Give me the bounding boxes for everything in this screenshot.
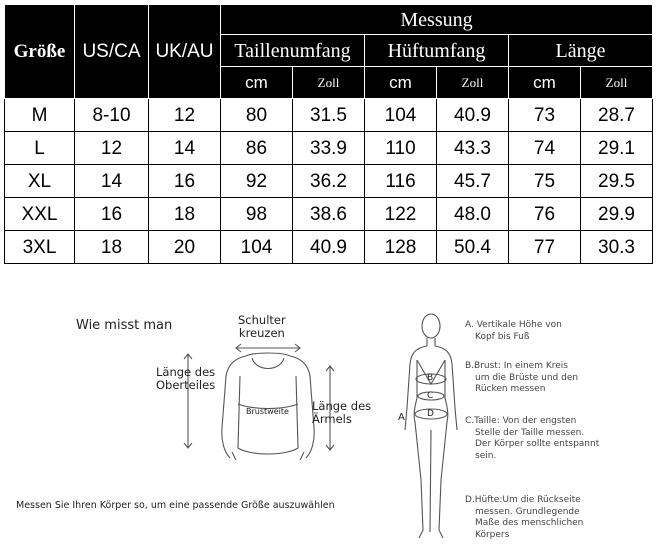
table-row bbox=[5, 132, 653, 165]
cell-waist-inch: 38.6 bbox=[293, 198, 365, 231]
guide-title: Wie misst man bbox=[76, 318, 173, 333]
sleeve-length-label-line1: Länge des bbox=[312, 399, 372, 413]
instruction-b-line3: Rücken messen bbox=[475, 384, 546, 394]
cell-length-inch: 29.9 bbox=[581, 198, 653, 231]
cell-length-cm: 76 bbox=[509, 198, 581, 231]
instruction-b-line1: B.Brust: In einem Kreis bbox=[465, 361, 568, 371]
cell-waist-cm: 92 bbox=[221, 165, 293, 198]
instruction-d bbox=[465, 495, 583, 541]
cell-us: 14 bbox=[75, 165, 149, 198]
instruction-b bbox=[465, 361, 578, 396]
instruction-a bbox=[465, 320, 562, 343]
cell-us: 16 bbox=[75, 198, 149, 231]
chest-width-label: Brustweite bbox=[246, 407, 289, 416]
shoulder-label bbox=[238, 314, 286, 340]
cell-length-cm: 73 bbox=[509, 99, 581, 132]
cell-hip-cm: 110 bbox=[365, 132, 437, 165]
cell-waist-inch: 33.9 bbox=[293, 132, 365, 165]
shoulder-label-line2: kreuzen bbox=[238, 326, 285, 340]
letter-a: A bbox=[398, 412, 405, 423]
table-row bbox=[5, 165, 653, 198]
instruction-c-line2: Stelle der Taille messen. bbox=[475, 427, 585, 438]
table-row bbox=[5, 99, 653, 132]
shoulder-label-line1: Schulter bbox=[238, 313, 286, 327]
instruction-c-line4: sein. bbox=[475, 450, 497, 461]
cell-waist-cm: 98 bbox=[221, 198, 293, 231]
instruction-d-line3: Maße des menschlichen bbox=[475, 518, 584, 528]
cell-hip-cm: 122 bbox=[365, 198, 437, 231]
header-length-inch: Zoll bbox=[581, 67, 653, 99]
body-length-label-line1: Länge des bbox=[156, 365, 216, 379]
header-us-ca: US/CA bbox=[75, 5, 149, 99]
cell-length-inch: 29.5 bbox=[581, 165, 653, 198]
instruction-d-line1: D.Hüfte:Um die Rückseite bbox=[465, 495, 581, 505]
cell-length-inch: 30.3 bbox=[581, 231, 653, 264]
instruction-d-line2: messen. Grundlegende bbox=[475, 506, 580, 517]
cell-hip-cm: 128 bbox=[365, 231, 437, 264]
table-row bbox=[5, 231, 653, 264]
instruction-c-line3: Der Körper sollte entspannt bbox=[475, 439, 600, 449]
cell-hip-inch: 40.9 bbox=[437, 99, 509, 132]
cell-uk: 18 bbox=[149, 198, 221, 231]
measure-note: Messen Sie Ihren Körper so, um eine passende Größe auszuwählen bbox=[16, 500, 335, 511]
cell-uk: 16 bbox=[149, 165, 221, 198]
instruction-b-line2: um die Brüste und den bbox=[475, 372, 579, 383]
cell-waist-cm: 80 bbox=[221, 99, 293, 132]
instruction-c-line1: C.Taille: Von der engsten bbox=[465, 416, 577, 426]
cell-uk: 20 bbox=[149, 231, 221, 264]
cell-waist-cm: 104 bbox=[221, 231, 293, 264]
header-hip-inch: Zoll bbox=[437, 67, 509, 99]
cell-hip-inch: 48.0 bbox=[437, 198, 509, 231]
letter-d: D bbox=[427, 409, 434, 419]
cell-length-inch: 28.7 bbox=[581, 99, 653, 132]
instruction-a-line1: A. Vertikale Höhe von bbox=[465, 320, 562, 330]
body-length-label bbox=[156, 366, 215, 392]
cell-uk: 14 bbox=[149, 132, 221, 165]
cell-us: 8-10 bbox=[75, 99, 149, 132]
cell-hip-cm: 104 bbox=[365, 99, 437, 132]
header-size: Größe bbox=[5, 5, 75, 99]
cell-size: XXL bbox=[5, 198, 75, 231]
sleeve-length-label-line2: Ärmels bbox=[312, 412, 352, 426]
cell-hip-cm: 116 bbox=[365, 165, 437, 198]
cell-size: L bbox=[5, 132, 75, 165]
cell-waist-inch: 40.9 bbox=[293, 231, 365, 264]
cell-waist-inch: 36.2 bbox=[293, 165, 365, 198]
instruction-d-line4: Körpers bbox=[475, 529, 510, 540]
instruction-c bbox=[465, 416, 599, 462]
cell-waist-inch: 31.5 bbox=[293, 99, 365, 132]
header-hip: Hüftumfang bbox=[365, 35, 509, 67]
cell-uk: 12 bbox=[149, 99, 221, 132]
measurement-guide bbox=[0, 280, 657, 553]
cell-length-cm: 75 bbox=[509, 165, 581, 198]
cell-waist-cm: 86 bbox=[221, 132, 293, 165]
cell-size: M bbox=[5, 99, 75, 132]
cell-hip-inch: 43.3 bbox=[437, 132, 509, 165]
cell-length-inch: 29.1 bbox=[581, 132, 653, 165]
header-hip-cm: cm bbox=[365, 67, 437, 99]
header-length: Länge bbox=[509, 35, 653, 67]
header-waist: Taillenumfang bbox=[221, 35, 365, 67]
header-uk-au: UK/AU bbox=[149, 5, 221, 99]
cell-size: XL bbox=[5, 165, 75, 198]
cell-size: 3XL bbox=[5, 231, 75, 264]
header-waist-cm: cm bbox=[221, 67, 293, 99]
letter-b: B bbox=[427, 373, 434, 383]
instruction-a-line2: Kopf bis Fuß bbox=[475, 331, 530, 342]
body-length-label-line2: Oberteiles bbox=[156, 378, 216, 392]
cell-length-cm: 77 bbox=[509, 231, 581, 264]
cell-length-cm: 74 bbox=[509, 132, 581, 165]
cell-hip-inch: 50.4 bbox=[437, 231, 509, 264]
cell-hip-inch: 45.7 bbox=[437, 165, 509, 198]
header-waist-inch: Zoll bbox=[293, 67, 365, 99]
table-row bbox=[5, 198, 653, 231]
sleeve-length-label bbox=[312, 400, 371, 426]
cell-us: 18 bbox=[75, 231, 149, 264]
header-measurement: Messung bbox=[221, 5, 653, 35]
cell-us: 12 bbox=[75, 132, 149, 165]
size-chart-table bbox=[4, 4, 653, 264]
header-length-cm: cm bbox=[509, 67, 581, 99]
letter-c: C bbox=[427, 391, 434, 401]
